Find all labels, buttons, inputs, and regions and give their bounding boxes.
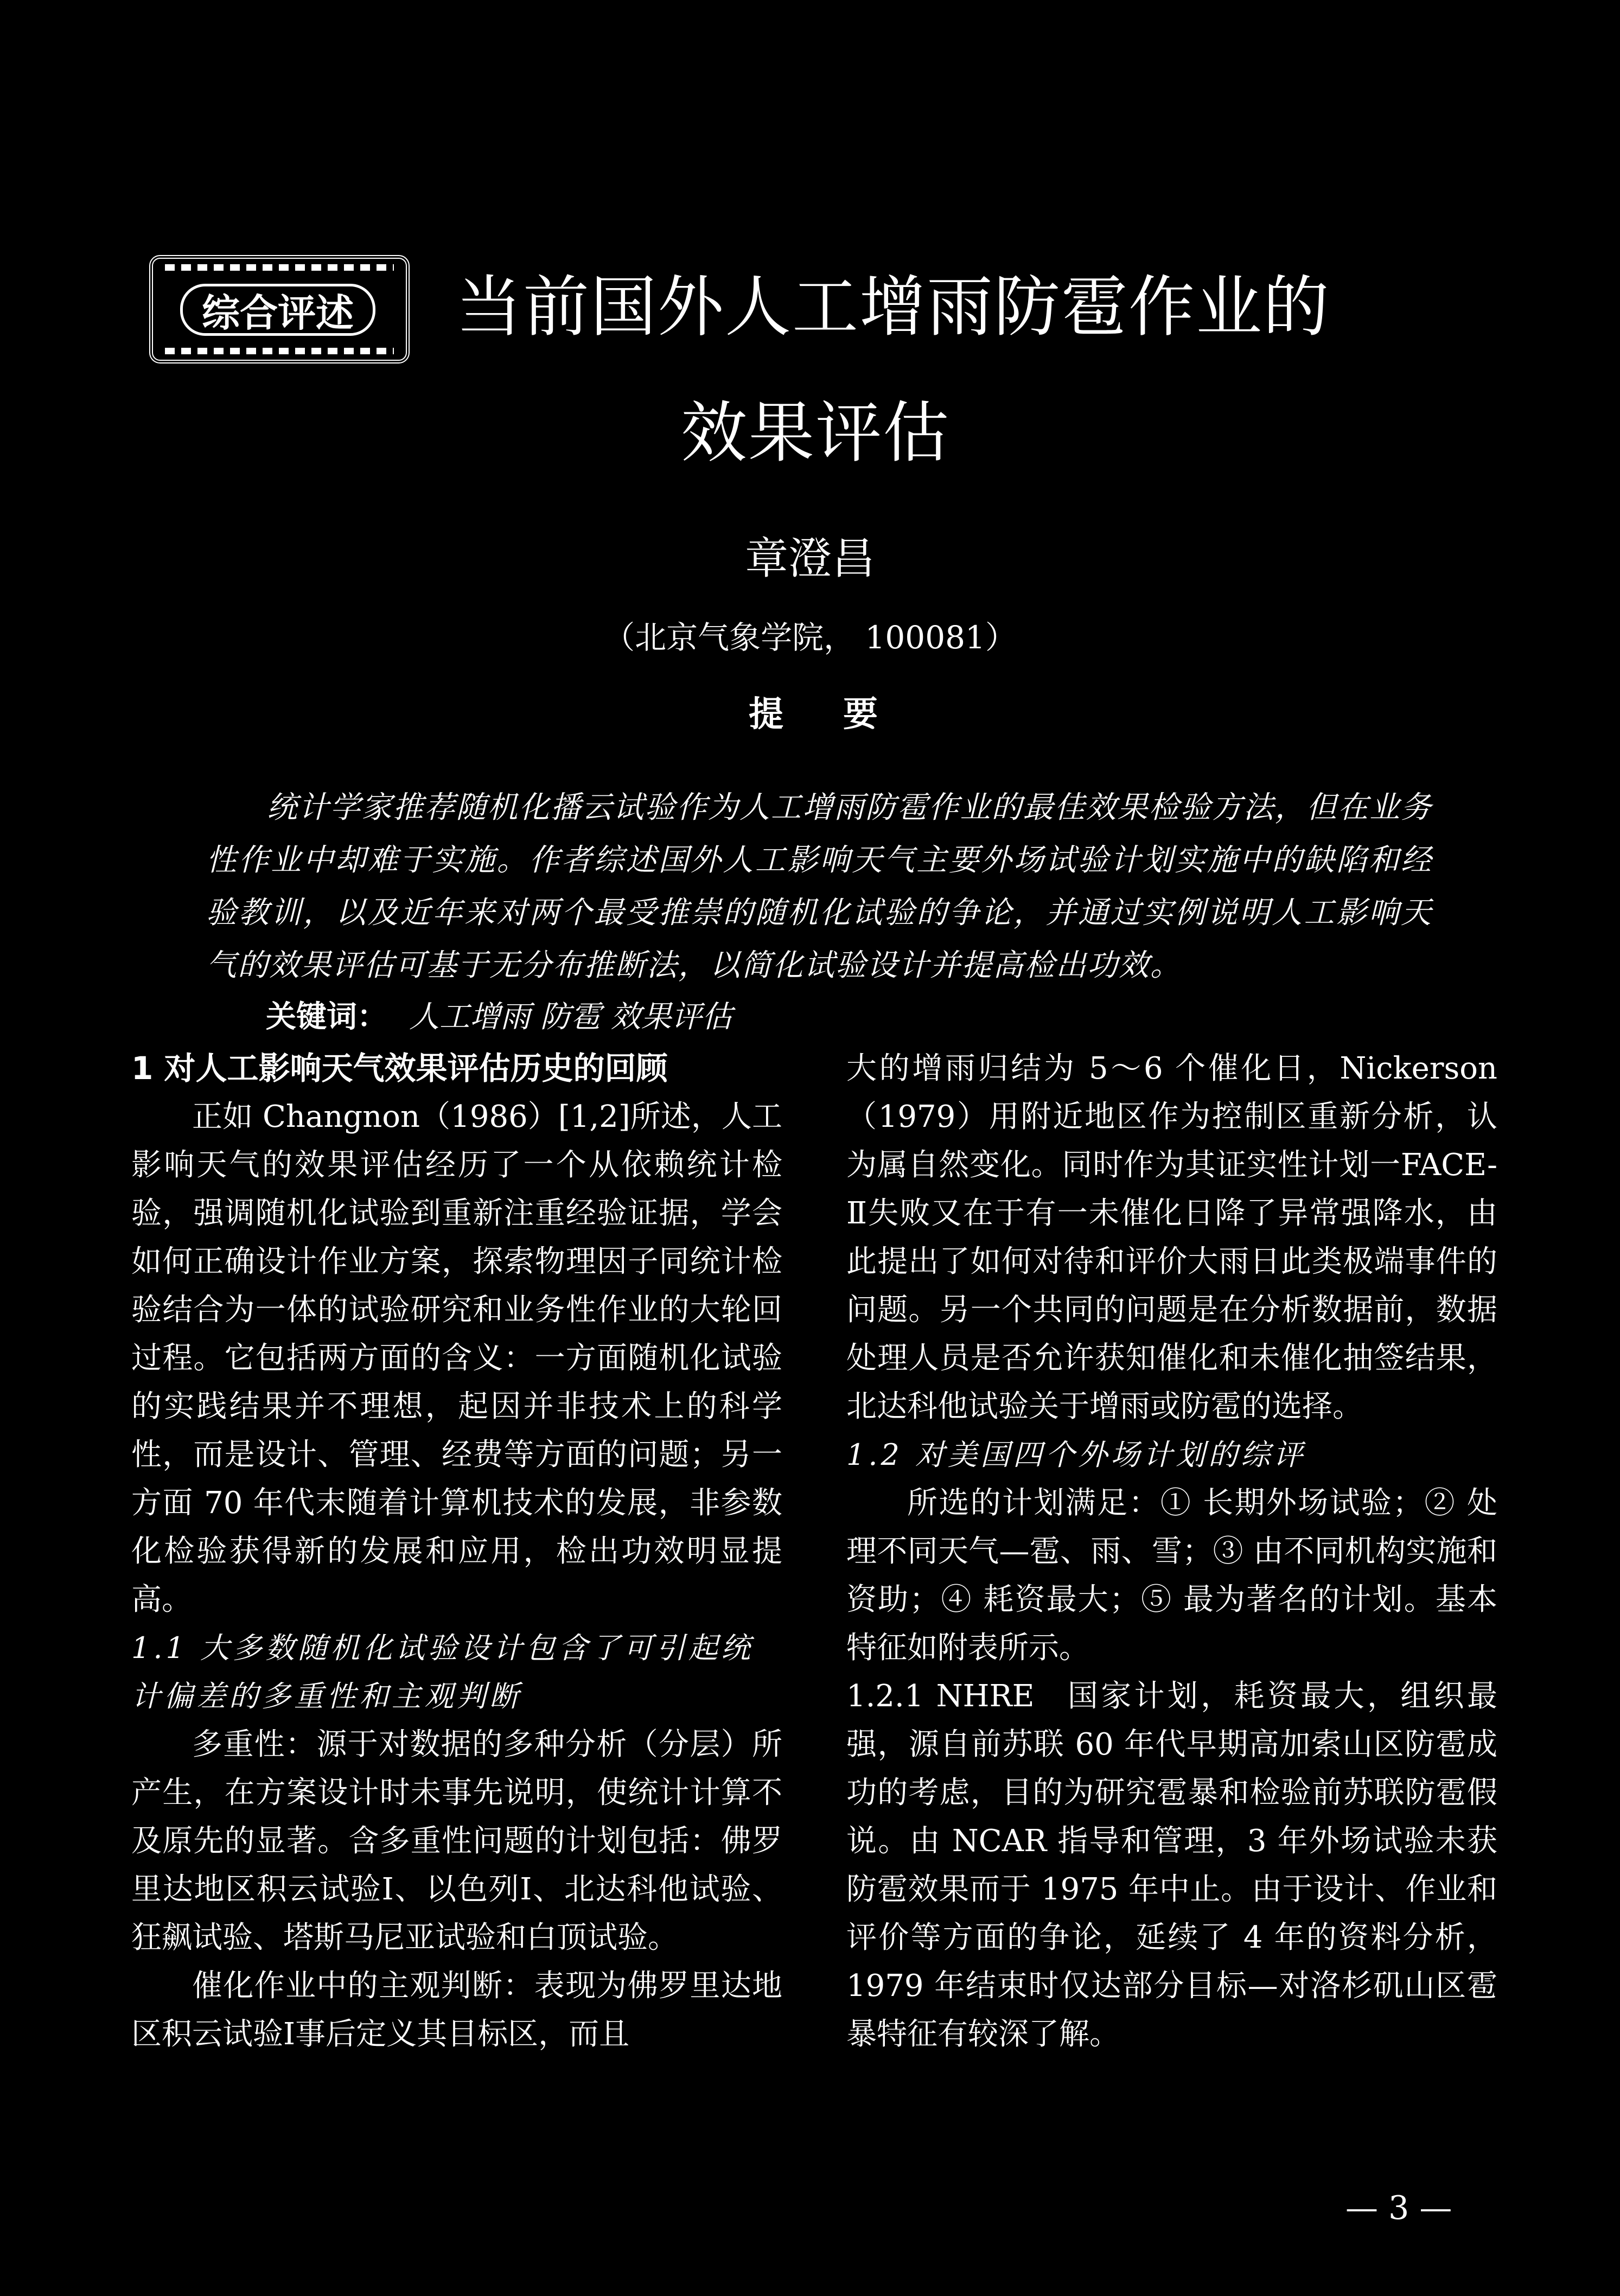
author-name: 章澄昌: [745, 533, 875, 584]
keywords-value: 人工增雨 防雹 效果评估: [409, 999, 732, 1035]
abstract-heading: 提要: [749, 694, 937, 735]
section-1-heading: 1 对人工影响天气效果评估历史的回顾: [131, 1050, 668, 1087]
abstract-text: 统计学家推荐随机化播云试验作为人工增雨防雹作业的最佳效果检验方法，但在业务性作业中却难于实施。作者综述国外人工影响天气主要外场试验计划实施中的缺陷和经验教训，以及近年来对两个最受推崇的随机化试验的争论，并通过实例说明人工影响天气的效果评估可基于无分布推断法，以简化试验设计并提高检出功效。: [206, 790, 1432, 983]
paragraph: 大的增雨归结为 5～6 个催化日，Nickerson（1979）用附近地区作为控制区重新分析，认为属自然变化。同时作为其证实性计划一FACE-Ⅱ失败又在于有一未催化日降了异常强降水，由此提出了如何对待和评价大雨日此类极端事件的问题。另一个共同的问题是在分析数据前，数据处理人员是否允许获知催化和未催化抽签结果，北达科他试验关于增雨或防雹的选择。: [846, 1051, 1497, 1424]
keywords-line: [266, 993, 732, 1036]
paragraph: 催化作业中的主观判断：表现为佛罗里达地区积云试验Ⅰ事后定义其目标区，而且: [131, 1968, 782, 2052]
article-title-line1: 当前国外人工增雨防雹作业的: [456, 269, 1330, 346]
affiliation: （北京气象学院， 100081）: [603, 619, 1017, 656]
paragraph: 所选的计划满足：① 长期外场试验；② 处理不同天气—雹、雨、雪；③ 由不同机构实施和资助；④ 耗资最大；⑤ 最为著名的计划。基本特征如附表所示。: [846, 1485, 1497, 1666]
column-tag-frame: [149, 255, 410, 363]
column-tag: 综合评述: [180, 284, 375, 336]
paragraph-1-2-1: [846, 1672, 1497, 2058]
article-title-line2: 效果评估: [681, 394, 950, 471]
paragraph: 多重性：源于对数据的多种分析（分层）所产生，在方案设计时未事先说明，使统计计算不及原先的显著。含多重性问题的计划包括：佛罗里达地区积云试验Ⅰ、以色列Ⅰ、北达科他试验、狂飙试验、塔斯马尼亚试验和白顶试验。: [131, 1727, 782, 1955]
right-column: [846, 1044, 1497, 2058]
page-number: — 3 —: [1345, 2189, 1452, 2227]
paragraph-text: 国家计划，耗资最大，组织最强，源自前苏联 60 年代早期高加索山区防雹成功的考虑，目的为研究雹暴和检验前苏联防雹假说。由 NCAR 指导和管理，3 年外场试验未获防雹效果而于 1975 年中止。由于设计、作业和评价等方面的争论，延续了 4 年的资料分析，1979 年结束时仅达部分目标—对洛杉矶山区雹暴特征有较深了解。: [846, 1679, 1497, 2052]
keywords-label: 关键词：: [266, 999, 387, 1035]
left-column: [131, 1044, 782, 2058]
section-1-1-heading: 1.1 大多数随机化试验设计包含了可引起统计偏差的多重性和主观判断: [131, 1631, 754, 1713]
section-1-2-heading: 1.2 对美国四个外场计划的综评: [846, 1438, 1306, 1472]
paragraph: 正如 Changnon（1986）[1,2]所述，人工影响天气的效果评估经历了一个从依赖统计检验，强调随机化试验到重新注重经验证据，学会如何正确设计作业方案，探索物理因子同统计检验结合为一体的试验研究和业务性作业的大轮回过程。它包括两方面的含义：一方面随机化试验的实践结果并不理想，起因并非技术上的科学性，而是设计、管理、经费等方面的问题；另一方面 70 年代末随着计算机技术的发展，非参数化检验获得新的发展和应用，检出功效明显提高。: [131, 1099, 782, 1617]
section-1-2-1-label: 1.2.1 NHRE: [846, 1679, 1035, 1714]
